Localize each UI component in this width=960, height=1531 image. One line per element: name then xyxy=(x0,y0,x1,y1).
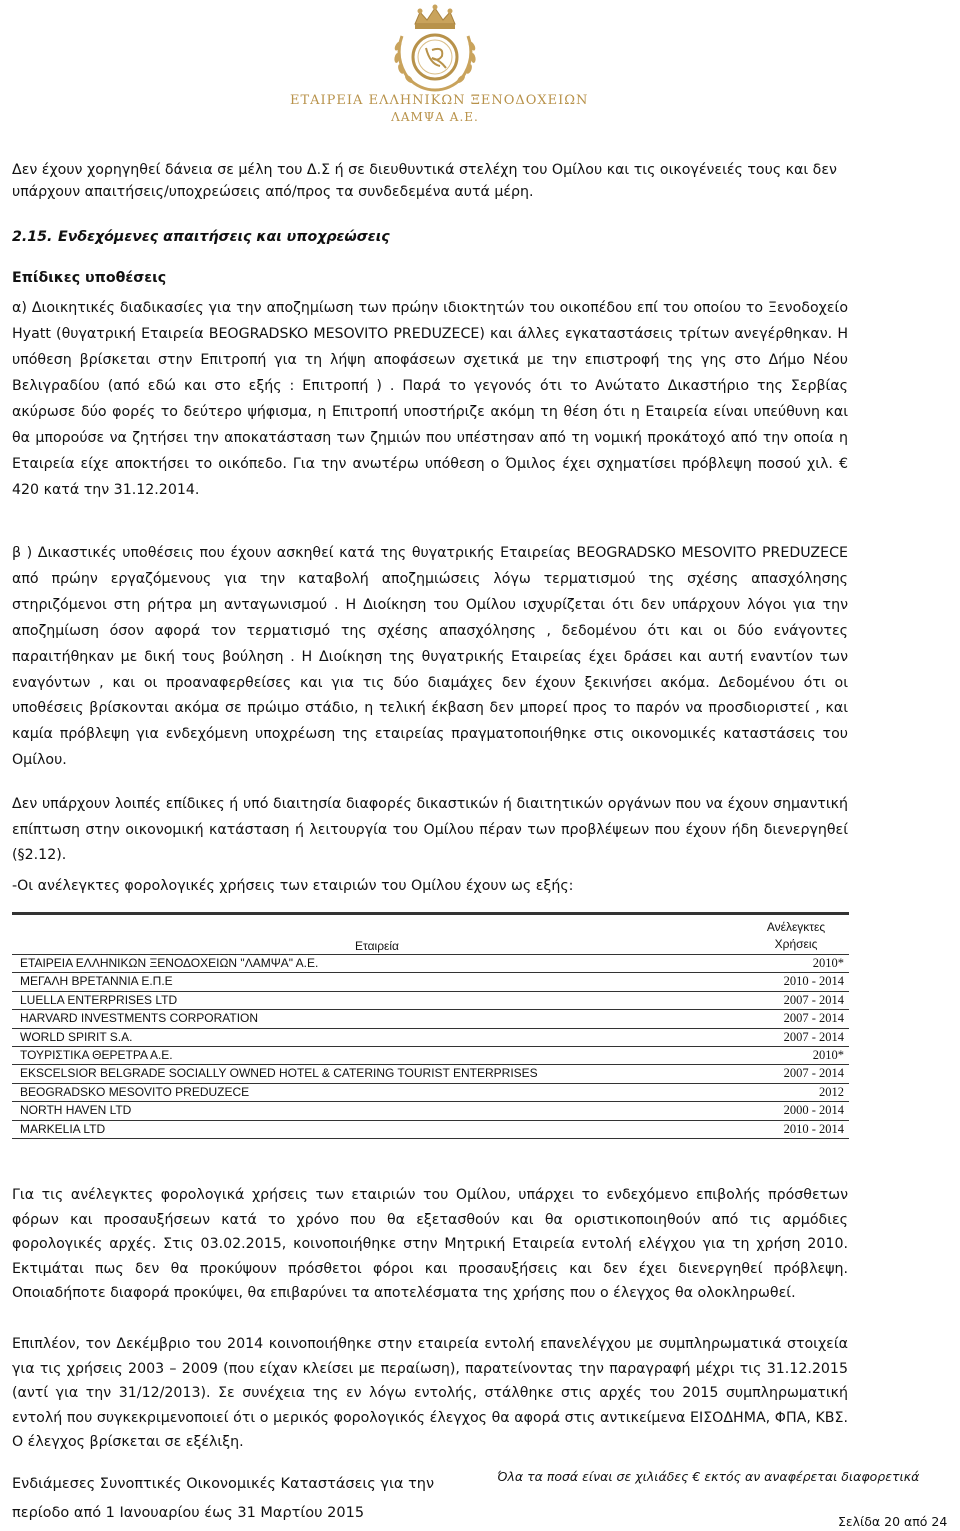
column-header-years-line2: Χρήσεις xyxy=(774,937,818,951)
years-cell: 2012 xyxy=(819,1084,844,1099)
table-row xyxy=(12,992,849,1010)
company-cell: BEOGRADSKO MESOVITO PREDUZECE xyxy=(20,1084,250,1099)
section-number: 2.15. xyxy=(12,229,53,245)
company-cell: ΕΤΑΙΡΕΙΑ ΕΛΛΗΝΙΚΩΝ ΞΕΝΟΔΟΧΕΙΩΝ "ΛΑΜΨΑ" Α.Ε. xyxy=(20,956,319,970)
section-title: Ενδεχόμενες απαιτήσεις και υποχρεώσεις xyxy=(58,229,390,245)
company-cell: ΜΕΓΑΛΗ ΒΡΕΤΑΝΝΙΑ Ε.Π.Ε xyxy=(20,974,173,989)
subheading: Επίδικες υποθέσεις xyxy=(12,270,167,286)
table-row xyxy=(12,1121,849,1139)
company-cell: ΤΟΥΡΙΣΤΙΚΑ ΘΕΡΕΤΡΑ Α.Ε. xyxy=(20,1047,173,1062)
column-header-years-line1: Ανέλεγκτες xyxy=(766,920,826,934)
years-cell: 2010 - 2014 xyxy=(783,1121,844,1136)
company-logo xyxy=(290,2,589,127)
table-row xyxy=(12,1084,849,1102)
company-cell: NORTH HAVEN LTD xyxy=(20,1103,132,1118)
years-cell: 2007 - 2014 xyxy=(783,1029,844,1044)
company-cell: WORLD SPIRIT S.A. xyxy=(20,1029,133,1044)
table-row xyxy=(12,1065,849,1083)
footer-report-title xyxy=(12,1470,482,1528)
paragraph-a: α) Διοικητικές διαδικασίες για την αποζημίωση των πρώην ιδιοκτητών του οικοπέδου επί του οποίου το Ξενοδοχείο Hyatt (θυγατρική Εταιρεία BEOGRADSKO MESOVITO PREDUZECE) και άλλες εγκαταστάσεις τρίτων ανεγέρθηκαν. Η υπόθεση βρίσκεται στην Επιτροπή για τη λήψη αποφάσεων σχετικά με την επιστροφή της γης στο Δήμο Νέου Βελιγραδίου (από εδώ και στο εξής : Επιτροπή ) . Παρά το γεγονός ότι το Ανώτατο Δικαστήριο της Σερβίας ακύρωσε δύο φορές το δεύτερο ψήφισμα, η Επιτροπή υποστήριζε ακόμη τη θέση ότι η Εταιρεία είναι υπεύθυνη και θα μπορούσε να ζητήσει την αποκατάσταση των ζημιών που υπέστησαν από τη νομική προκάτοχό από την οποία η Εταιρεία είχε αποκτήσει το οικόπεδο. Για την ανωτέρω υπόθεση ο Όμιλος έχει σχηματίσει πρόβλεψη ποσού χιλ. € 420 κατά την 31.12.2014. xyxy=(12,300,848,498)
paragraph-f: Επιπλέον, τον Δεκέμβριο του 2014 κοινοποιήθηκε στην εταιρεία εντολή επανελέγχου με συμπληρωματικά στοιχεία για τις χρήσεις 2003 – 2009 (που είχαν κλείσει με περαίωση), παρατείνοντας την παραγραφή μέχρι τις 31.12.2015 (αντί για την 31/12/2013). Σε συνέχεια της εν λόγω εντολής, στάλθηκε στις αρχές του 2015 συμπληρωματική εντολή που συγκεκριμενοποιεί ότι ο μερικός φορολογικός έλεγχος θα αφορά στις αντικείμενα ΕΙΣΟΔΗΜΑ, ΦΠΑ, ΚΒΣ. Ο έλεγχος βρίσκεται σε εξέλιξη. xyxy=(12,1336,848,1450)
table-row xyxy=(12,1047,849,1065)
table-row xyxy=(12,1029,849,1047)
column-header-company: Εταιρεία xyxy=(355,939,399,953)
footer-amounts-note: Όλα τα ποσά είναι σε χιλιάδες € εκτός αν αναφέρεται διαφορετικά xyxy=(497,1469,920,1484)
company-cell: EKSCELSIOR BELGRADE SOCIALLY OWNED HOTEL & CATERING TOURIST ENTERPRISES xyxy=(20,1066,538,1081)
years-cell: 2007 - 2014 xyxy=(783,1066,844,1081)
paragraph-b: β ) Δικαστικές υποθέσεις που έχουν ασκηθεί κατά της θυγατρικής Εταιρείας BEOGRADSKO MESOVITO PREDUZECE από πρώην εργαζόμενους για την καταβολή αποζημιώσεις λόγω τερματισμού της σχέσης απασχόλησης στηριζόμενοι στη ρήτρα μη ανταγωνισμού . Η Διοίκηση του Ομίλου ισχυρίζεται ότι δεν υπάρχουν λόγοι για την αποζημίωση όσον αφορά τον τερματισμό της σχέσης απασχόλησης , δεδομένου ότι και οι δύο ενάγοντες παραιτήθηκαν με δική τους βούληση . Η Διοίκηση της θυγατρικής Εταιρείας έχει δράσει και αυτή εναντίον των εναγόντων , και οι προαναφερθείσες και για τις δύο διαμάχες δεν έχουν ξεκινήσει ακόμα. Δεδομένου ότι οι υποθέσεις βρίσκονται ακόμα σε πρώιμο στάδιο, η τελική έκβαση δεν μπορεί προς το παρόν να προσδιοριστεί , και καμία πρόβλεψη για ενδεχόμενη υποχρέωση της εταιρείας πραγματοποιήθηκε στις οικονομικές καταστάσεις του Ομίλου. xyxy=(12,545,848,769)
paragraph-intro: Δεν έχουν χορηγηθεί δάνεια σε μέλη του Δ.Σ ή σε διευθυντικά στελέχη του Ομίλου και τις οικογένειές τους και δεν υπάρχουν απαιτήσεις/υποχρεώσεις από/προς τα συνδεδεμένα αυτά μέρη. xyxy=(12,162,837,200)
table-row xyxy=(12,1010,849,1028)
table-row xyxy=(12,955,849,973)
column-header-years xyxy=(751,919,841,953)
years-cell: 2000 - 2014 xyxy=(783,1103,844,1118)
footer-report-title-line2: περίοδο από 1 Ιανουαρίου έως 31 Μαρτίου 2015 xyxy=(12,1505,365,1521)
paragraph-e: Για τις ανέλεγκτες φορολογικά χρήσεις των εταιριών του Ομίλου, υπάρχει το ενδεχόμενο επιβολής πρόσθετων φόρων και προσαυξήσεων κατά το χρόνο που θα εξετασθούν και θα οριστικοποιηθούν από τις αρμόδιες φορολογικές αρχές. Στις 03.02.2015, κοινοποιήθηκε στην Μητρική Εταιρεία εντολή ελέγχου για τη χρήση 2010. Εκτιμάται πως δεν θα προκύψουν πρόσθετοι φόροι και προσαυξήσεις και δεν έχει διενεργηθεί πρόβλεψη. Οποιαδήποτε διαφορά προκύψει, θα επιβαρύνει τα αποτελέσματα της χρήσης που ο έλεγχος θα ολοκληρωθεί. xyxy=(12,1187,848,1301)
paragraph-table-intro: -Οι ανέλεγκτες φορολογικές χρήσεις των εταιριών του Ομίλου έχουν ως εξής: xyxy=(12,878,574,894)
years-cell: 2007 - 2014 xyxy=(783,992,844,1007)
table-header xyxy=(12,915,849,955)
company-cell: HARVARD INVESTMENTS CORPORATION xyxy=(20,1011,259,1026)
crown-monogram-icon xyxy=(380,2,490,94)
table-row xyxy=(12,973,849,991)
tax-years-table xyxy=(12,912,849,1139)
paragraph-c: Δεν υπάρχουν λοιπές επίδικες ή υπό διαιτησία διαφορές δικαστικών ή διαιτητικών οργάνων που να έχουν σημαντική επίπτωση στην οικονομική κατάσταση ή λειτουργία του Ομίλου πέραν των προβλέψεων που έχουν ήδη διενεργηθεί (§2.12). xyxy=(12,796,848,863)
footer-report-title-line1: Ενδιάμεσες Συνοπτικές Οικονομικές Καταστάσεις για την xyxy=(12,1476,435,1492)
company-name: ΕΤΑΙΡΕΙΑ ΕΛΛΗΝΙΚΩΝ ΞΕΝΟΔΟΧΕΙΩΝ xyxy=(290,93,589,108)
table-row xyxy=(12,1102,849,1120)
company-cell: LUELLA ENTERPRISES LTD xyxy=(20,992,178,1007)
company-cell: MARKELIA LTD xyxy=(20,1121,106,1136)
page-number: Σελίδα 20 από 24 xyxy=(838,1514,948,1529)
years-cell: 2010* xyxy=(812,1047,844,1062)
years-cell: 2010* xyxy=(812,956,844,970)
years-cell: 2007 - 2014 xyxy=(783,1011,844,1026)
years-cell: 2010 - 2014 xyxy=(783,974,844,989)
section-heading xyxy=(12,225,848,250)
company-name-suffix: ΛΑΜΨΑ Α.Ε. xyxy=(391,110,479,124)
